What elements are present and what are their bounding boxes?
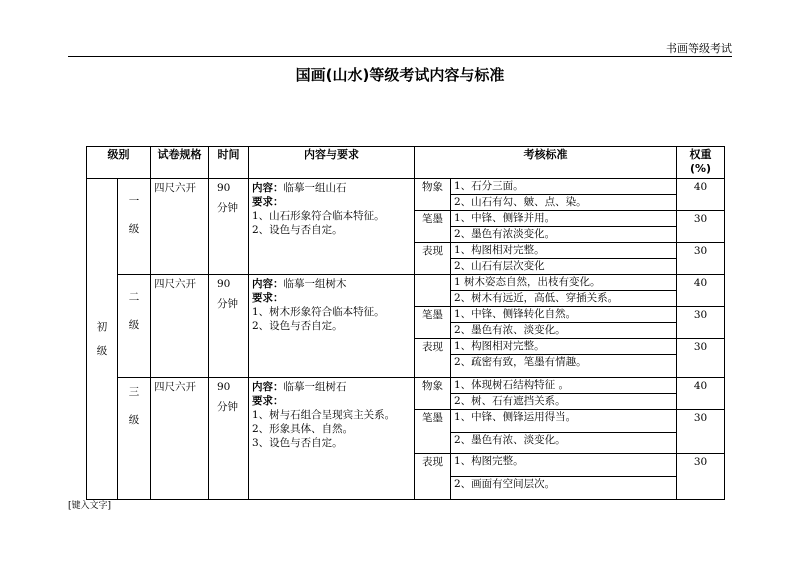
- content-cell: [249, 378, 415, 500]
- requirement-item: 2、设色与否自定。: [252, 320, 343, 332]
- weight-cell: 40: [677, 179, 725, 211]
- time-unit: 分钟: [217, 202, 238, 214]
- level-char: 三: [128, 386, 140, 398]
- criteria-category: [415, 275, 451, 307]
- criteria-item: 1、中锋、侧锋运用得当。: [451, 410, 677, 433]
- time-num: 90: [217, 381, 231, 393]
- header-content: 内容与要求: [249, 147, 415, 179]
- criteria-category: 表现: [415, 243, 451, 275]
- criteria-item: 2、树、石有遮挡关系。: [451, 394, 677, 410]
- group-cell: [87, 179, 118, 500]
- weight-cell: 30: [677, 211, 725, 243]
- requirement-item: 2、设色与否自定。: [252, 224, 343, 236]
- criteria-item: 1、中锋、侧锋并用。: [451, 211, 677, 227]
- criteria-item: 1、构图相对完整。: [451, 243, 677, 259]
- header-criteria: 考核标准: [415, 147, 677, 179]
- criteria-item: 2、墨色有浓、淡变化。: [451, 323, 677, 339]
- header-spec: 试卷规格: [151, 147, 209, 179]
- time-cell: [209, 275, 249, 378]
- criteria-item: 1、石分三面。: [451, 179, 677, 195]
- requirement-item: 1、山石形象符合临本特征。: [252, 210, 385, 222]
- criteria-item: 1、中锋、侧锋转化自然。: [451, 307, 677, 323]
- level-cell: [118, 378, 151, 500]
- header-rule: [68, 56, 732, 57]
- document-title: 国画(山水)等级考试内容与标准: [295, 66, 505, 84]
- level-char: 级: [128, 319, 140, 331]
- level-cell: [118, 275, 151, 378]
- table-row: [87, 378, 725, 394]
- criteria-item: 2、山石有勾、皴、点、染。: [451, 195, 677, 211]
- group-char: 级: [96, 345, 108, 357]
- header-weight: [677, 147, 725, 179]
- content-cell: [249, 275, 415, 378]
- criteria-item: 2、画面有空间层次。: [451, 477, 677, 500]
- weight-cell: 30: [677, 339, 725, 378]
- criteria-category: 笔墨: [415, 410, 451, 454]
- table-row: [87, 275, 725, 291]
- criteria-item: 1、构图完整。: [451, 454, 677, 477]
- requirements-label: 要求：: [252, 196, 284, 208]
- time-cell: [209, 179, 249, 275]
- criteria-item: 1、体现树石结构特征 。: [451, 378, 677, 394]
- requirements-label: 要求：: [252, 395, 284, 407]
- time-num: 90: [217, 182, 231, 194]
- criteria-category: 笔墨: [415, 211, 451, 243]
- criteria-item: 2、树木有远近，高低、穿插关系。: [451, 291, 677, 307]
- criteria-item: 2、墨色有浓淡变化。: [451, 227, 677, 243]
- table-row: [87, 179, 725, 195]
- requirement-item: 1、树与石组合呈现宾主关系。: [252, 409, 396, 421]
- criteria-category: 表现: [415, 454, 451, 500]
- spec-cell: 四尺六开: [151, 275, 209, 378]
- group-char: 初: [96, 321, 108, 333]
- criteria-item: 2、墨色有浓、淡变化。: [451, 433, 677, 454]
- header-time: 时间: [209, 147, 249, 179]
- time-unit: 分钟: [217, 401, 238, 413]
- criteria-item: 1、构图相对完整。: [451, 339, 677, 355]
- weight-cell: 40: [677, 378, 725, 410]
- requirement-item: 1、树木形象符合临本特征。: [252, 306, 385, 318]
- requirement-item: 2、形象具体、自然。: [252, 423, 354, 435]
- requirements-label: 要求：: [252, 292, 284, 304]
- header-level: 级别: [87, 147, 151, 179]
- weight-cell: 30: [677, 307, 725, 339]
- content-label: 内容：: [252, 381, 284, 393]
- spec-cell: 四尺六开: [151, 378, 209, 500]
- time-unit: 分钟: [217, 298, 238, 310]
- weight-cell: 40: [677, 275, 725, 307]
- content-text: 临摹一组山石: [283, 182, 347, 194]
- level-char: 二: [128, 291, 140, 303]
- level-char: 级: [128, 414, 140, 426]
- criteria-category: 表现: [415, 339, 451, 378]
- weight-cell: 30: [677, 454, 725, 500]
- exam-standards-table: [86, 146, 725, 500]
- time-num: 90: [217, 278, 231, 290]
- criteria-item: 1 树木姿态自然，出枝有变化。: [451, 275, 677, 291]
- level-char: 级: [128, 223, 140, 235]
- spec-cell: 四尺六开: [151, 179, 209, 275]
- time-cell: [209, 378, 249, 500]
- weight-cell: 30: [677, 410, 725, 454]
- table-header-row: [87, 147, 725, 179]
- content-cell: [249, 179, 415, 275]
- content-text: 临摹一组树石: [283, 381, 347, 393]
- criteria-category: 物象: [415, 378, 451, 410]
- footer-placeholder-text: [键入文字]: [68, 501, 112, 511]
- requirement-item: 3、设色与否自定。: [252, 437, 343, 449]
- criteria-item: 2、山石有层次变化: [451, 259, 677, 275]
- criteria-category: 笔墨: [415, 307, 451, 339]
- criteria-item: 2、疏密有致，笔墨有情趣。: [451, 355, 677, 378]
- header-weight-unit: (%): [689, 162, 712, 175]
- content-label: 内容：: [252, 278, 284, 290]
- criteria-category: 物象: [415, 179, 451, 211]
- page-header-text: 书画等级考试: [666, 42, 732, 55]
- weight-cell: 30: [677, 243, 725, 275]
- content-text: 临摹一组树木: [283, 278, 347, 290]
- content-label: 内容：: [252, 182, 284, 194]
- level-cell: [118, 179, 151, 275]
- level-char: 一: [128, 195, 140, 207]
- header-weight-label: 权重: [689, 148, 712, 161]
